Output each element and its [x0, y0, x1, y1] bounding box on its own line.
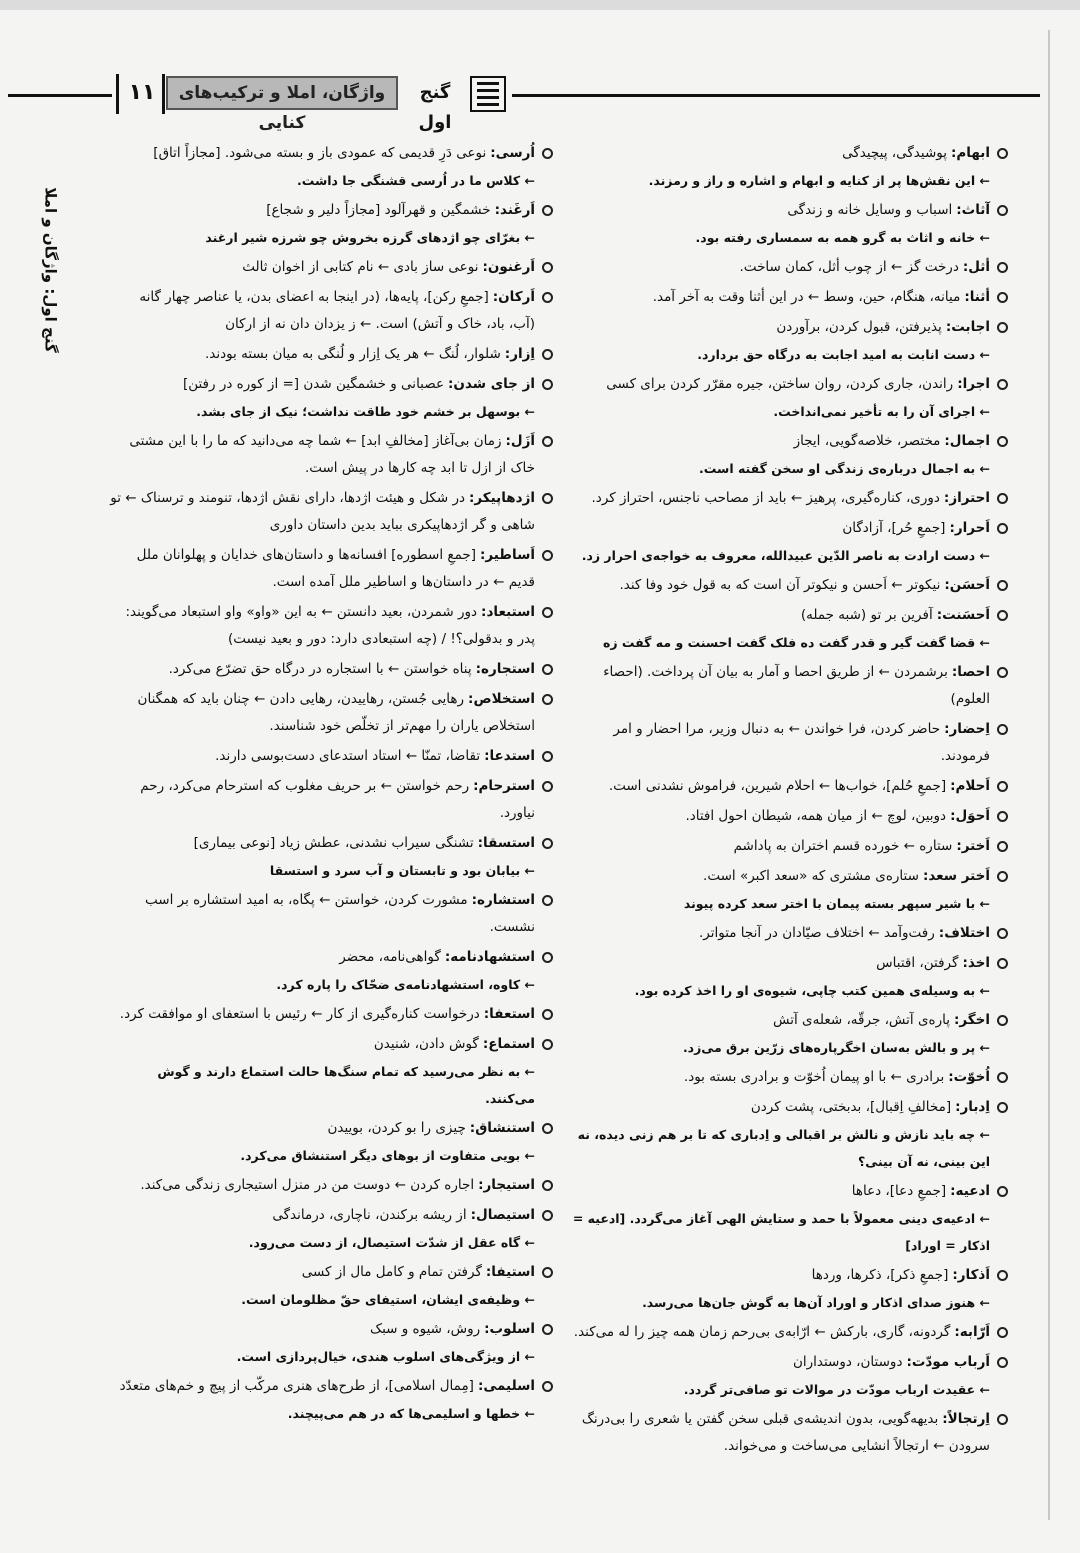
entry-meaning: دور شمردن، بعید دانستن ← به این «واو» واو استبعاد می‌گویند: پدر و بدقولی؟! / (چه استبعادی دارد: دور و بعید نیست) — [125, 604, 535, 647]
entry-meaning: دوستان، دوستداران — [792, 1354, 903, 1370]
glossary-entry — [110, 1031, 555, 1112]
entry-term: استدعا: — [484, 748, 535, 764]
entry-term: اِحضار: — [944, 721, 990, 737]
entry-term: اَحلام: — [950, 778, 990, 794]
entry-term: اختلاف: — [938, 925, 990, 941]
entry-term: اَحرار: — [949, 520, 990, 536]
entry-example: ← بیابان بود و تابستان و آب سرد و استسقا — [269, 863, 535, 878]
entry-term: ابهام: — [951, 145, 990, 161]
entry-meaning: تشنگی سیراب نشدنی، عطش زیاد [نوعی بیماری] — [193, 835, 474, 851]
entry-example: ← دست انابت به امید اجابت به درگاه حق بردارد. — [697, 347, 990, 362]
header-rule-left — [8, 94, 112, 97]
entry-term: استیفا: — [485, 1264, 535, 1280]
entry-meaning: ستاره ← خورده قسم اختران به پاداشم — [733, 838, 953, 854]
glossary-entry — [570, 254, 1010, 281]
entry-meaning: گرفتن تمام و کامل مال از کسی — [301, 1264, 482, 1280]
side-tab-label: گنج اول: واژگان و املا — [42, 187, 60, 353]
entry-term: اَذکار: — [952, 1267, 990, 1283]
entry-example: ← کاوه، استشهادنامه‌ی ضحّاک را پاره کرد. — [276, 977, 535, 992]
entry-term: از جای شدن: — [448, 376, 535, 392]
entry-meaning: گرفتن، اقتباس — [876, 955, 959, 971]
entry-term: اَرغنون: — [482, 259, 535, 275]
entry-term: اجرا: — [957, 376, 990, 392]
top-scan-band — [0, 0, 1080, 10]
glossary-entry — [570, 1007, 1010, 1061]
entry-term: استنشاق: — [469, 1120, 535, 1136]
glossary-entry — [110, 485, 555, 539]
glossary-entry — [570, 833, 1010, 860]
entry-term: اَزَل: — [505, 433, 535, 449]
glossary-entry — [570, 1319, 1010, 1346]
entry-meaning: [جمعِ حُر]، آزادگان — [842, 520, 946, 536]
book-emblem-icon — [470, 76, 506, 112]
entry-example: ← گاه عقل از شدّت استیصال، از دست می‌رود. — [248, 1235, 535, 1250]
entry-term: أثل: — [962, 259, 990, 275]
entry-meaning: رحم خواستن ← بر حریف مغلوب که استرحام می‌کرد، رحم نیاورد. — [140, 778, 535, 821]
glossary-entry — [110, 542, 555, 596]
entry-meaning: درخواست کناره‌گیری از کار ← رئیس با استعفای او موافقت کرد. — [119, 1006, 480, 1022]
entry-term: اِرتجالاً: — [942, 1411, 990, 1427]
entry-meaning: خشمگین و قهرآلود [مجازاً دلیر و شجاع] — [266, 202, 491, 218]
entry-meaning: شلوار، لُنگ ← هر یک اِزار و لُنگی به میان بسته بودند. — [204, 346, 501, 362]
entry-term: استرحام: — [473, 778, 535, 794]
entry-example: ← به وسیله‌ی همین کتب چاپی، شیوه‌ی او را اخذ کرده بود. — [634, 983, 990, 998]
glossary-entry — [110, 773, 555, 827]
entry-meaning: چیزی را بو کردن، بوییدن — [327, 1120, 466, 1136]
entry-meaning: پذیرفتن، قبول کردن، برآوردن — [776, 319, 942, 335]
entry-meaning: حاضر کردن، فرا خواندن ← به دنبال وزیر، مرا احضار و امر فرمودند. — [613, 721, 990, 764]
entry-term: آثاث: — [956, 202, 990, 218]
glossary-entry — [110, 656, 555, 683]
glossary-entry — [110, 1259, 555, 1313]
entry-meaning: نیکوتر ← اَحسن و نیکوتر آن است که به قول خود وفا کند. — [619, 577, 941, 593]
entry-example: ← بویی متفاوت از بوهای دیگر استنشاق می‌کرد. — [240, 1148, 535, 1163]
glossary-entry — [570, 1064, 1010, 1091]
entry-meaning: پاره‌ی آتش، جرقّه، شعله‌ی آتش — [773, 1012, 950, 1028]
entry-meaning: رهایی جُستن، رهاییدن، رهایی دادن ← چنان باید که همگنان استخلاص یاران را مهم‌تر از تخلّص خود شناسند. — [137, 691, 535, 734]
entry-example: ← اجرای آن را به تأخیر نمی‌انداخت. — [773, 404, 990, 419]
entry-meaning: ستاره‌ی مشتری که «سعد اکبر» است. — [703, 868, 919, 884]
entry-example: ← پر و بالش به‌سان اخگرپاره‌های زرّین برق می‌زد. — [682, 1040, 990, 1055]
entry-example: ← به نظر می‌رسید که تمام سنگ‌ها حالت استماع دارند و گوش می‌کنند. — [157, 1064, 535, 1106]
glossary-entry — [570, 197, 1010, 251]
entry-example: ← خطها و اسلیمی‌ها که در هم می‌پیچند. — [287, 1406, 535, 1421]
glossary-entry — [110, 284, 555, 338]
entry-term: استخلاص: — [468, 691, 535, 707]
entry-meaning: در شکل و هیئت اژدها، دارای نقش اژدها، تنومند و ترسناک ← تو شاهی و گر اژدهاپیکری بباید بدین داستان داوری — [110, 490, 535, 533]
glossary-entry — [570, 515, 1010, 569]
section-prefix: گنج اول — [418, 82, 452, 133]
entry-meaning: [جمعِ حُلم]، خواب‌ها ← احلام شیرین، فراموش نشدنی است. — [608, 778, 947, 794]
entry-meaning: زمان بی‌آغاز [مخالفِ ابد] ← شما چه می‌دانید که ما را با این مشتی خاک از ازل تا ابد چه کارها در پیش است. — [129, 433, 535, 476]
glossary-entry — [570, 1178, 1010, 1259]
glossary-entry — [570, 659, 1010, 713]
entry-term: اَرّابه: — [954, 1324, 990, 1340]
page-header — [0, 68, 1040, 133]
glossary-entry — [570, 1406, 1010, 1460]
entry-meaning: دوبین، لوچ ← از میان همه، شیطان احول افتاد. — [685, 808, 947, 824]
entry-term: استشاره: — [471, 892, 535, 908]
entry-meaning: [جمعِ ذکر]، ذکرها، وردها — [811, 1267, 949, 1283]
entry-meaning: آفرین بر تو (شبه جمله) — [800, 607, 933, 623]
entry-meaning: مختصر، خلاصه‌گویی، ایجاز — [793, 433, 941, 449]
entry-term: اَحوَل: — [950, 808, 990, 824]
entry-term: اَرغَند: — [494, 202, 535, 218]
side-tab — [36, 185, 66, 355]
entry-term: اُرسی: — [490, 145, 535, 161]
entry-term: ادعیه: — [950, 1183, 990, 1199]
entry-term: اَحسَنت: — [936, 607, 990, 623]
entry-example: ← وظیفه‌ی ایشان، استیفای حقّ مظلومان است. — [241, 1292, 535, 1307]
entry-example: ← هنوز صدای اذکار و اوراد آن‌ها به گوش جان‌ها می‌رسد. — [642, 1295, 990, 1310]
entry-term: اَساطیر: — [480, 547, 535, 563]
glossary-entry — [570, 428, 1010, 482]
glossary-entry — [110, 1115, 555, 1169]
entry-term: استجاره: — [475, 661, 535, 677]
glossary-entry — [110, 1172, 555, 1199]
entry-meaning: از ریشه برکندن، ناچاری، درماندگی — [272, 1207, 467, 1223]
entry-term: اِدبار: — [955, 1099, 990, 1115]
glossary-entry — [570, 803, 1010, 830]
header-rule-right — [512, 94, 1040, 97]
entry-meaning: عصبانی و خشمگین شدن [= از کوره در رفتن] — [182, 376, 445, 392]
section-title: واژگان، املا و ترکیب‌های کنایی — [166, 76, 398, 110]
glossary-entry — [110, 599, 555, 653]
glossary-entry — [570, 140, 1010, 194]
entry-example: ← این نقش‌ها پر از کنایه و ابهام و اشاره و راز و رمزند. — [648, 173, 990, 188]
entry-term: اَختر سعد: — [922, 868, 990, 884]
glossary-entry — [110, 1316, 555, 1370]
glossary-entry — [570, 485, 1010, 512]
entry-meaning: روش، شیوه و سبک — [369, 1321, 481, 1337]
entry-term: استعفا: — [483, 1006, 535, 1022]
header-bar — [162, 74, 165, 114]
entry-term: اخذ: — [962, 955, 990, 971]
entry-example: ← بغرّای چو اژدهای گرزه بخروش چو شرزه شیر ارغند — [205, 230, 535, 245]
entry-meaning: [جمعِ دعا]، دعاها — [851, 1183, 947, 1199]
entry-term: اسلیمی: — [477, 1378, 535, 1394]
entry-term: اُخوّت: — [948, 1069, 990, 1085]
glossary-entry — [570, 572, 1010, 599]
glossary-entry — [110, 254, 555, 281]
glossary-entry — [570, 1094, 1010, 1175]
glossary-entry — [570, 773, 1010, 800]
entry-example: ← کلاس ما در اُرسی قشنگی جا داشت. — [296, 173, 535, 188]
entry-meaning: درخت گز ← از چوب أثل، کمان ساخت. — [739, 259, 959, 275]
entry-meaning: تقاضا، تمنّا ← استاد استدعای دست‌بوسی دارند. — [215, 748, 481, 764]
entry-example: ← چه باید نازش و نالش بر اقبالی و اِدباری که تا بر هم زنی دیده، نه این بینی، نه آن بینی؟ — [577, 1127, 990, 1169]
entry-meaning: گردونه، گاری، بارکش ← ارّابه‌ی بی‌رحم زمان همه چیز را له می‌کند. — [573, 1324, 951, 1340]
glossary-entry — [570, 863, 1010, 917]
entry-meaning: گوش دادن، شنیدن — [373, 1036, 479, 1052]
margin-rule — [1048, 30, 1050, 1520]
entry-meaning: [جمعِ رکن]، پایه‌ها، (در اینجا به اعضای بدن، یا عناصر چهار گانه (آب، باد، خاک و آتش) است. ← ز یزدان دان نه از ارکان — [139, 289, 535, 332]
entry-meaning: مشورت کردن، خواستن ← پگاه، به امید استشاره بر اسب نشست. — [145, 892, 535, 935]
entry-example: ← قضا گفت گیر و قدر گفت ده فلک گفت احسنت و مه گفت زه — [603, 635, 990, 650]
entry-term: أثنا: — [964, 289, 990, 305]
page-number: ۱۱ — [128, 80, 156, 105]
glossary-entry — [570, 950, 1010, 1004]
glossary-entry — [110, 371, 555, 425]
entry-meaning: گواهی‌نامه، محضر — [339, 949, 441, 965]
entry-term: اَحسَن: — [944, 577, 990, 593]
entry-term: اسلوب: — [484, 1321, 535, 1337]
entry-example: ← خانه و اثاث به گرو همه به سمساری رفته بود. — [695, 230, 990, 245]
glossary-entry — [110, 140, 555, 194]
entry-term: اجابت: — [945, 319, 990, 335]
entry-example: ← دست ارادت به ناصر الدّین عبیدالله، معروف به خواجه‌ی احرار زد. — [581, 548, 990, 563]
glossary-entry — [570, 716, 1010, 770]
entry-term: استیصال: — [470, 1207, 535, 1223]
glossary-entry — [570, 371, 1010, 425]
header-bar — [116, 74, 119, 114]
entry-term: اژدهاپیکر: — [469, 490, 535, 506]
entry-meaning: دوری، کناره‌گیری، پرهیز ← باید از مصاحب ناجنس، احتراز کرد. — [591, 490, 940, 506]
entry-term: احتراز: — [943, 490, 990, 506]
entry-meaning: برشمردن ← از طریق احصا و آمار به بیان آن پرداخت. (احصاء العلوم) — [603, 664, 990, 707]
entry-term: استیجار: — [478, 1177, 535, 1193]
entry-term: احصا: — [951, 664, 990, 680]
glossary-entry — [570, 284, 1010, 311]
entry-example: ← عقیدت ارباب مودّت در موالات تو صافی‌تر گردد. — [683, 1382, 990, 1397]
entry-term: اخگر: — [953, 1012, 990, 1028]
glossary-entry — [110, 1202, 555, 1256]
entry-meaning: نوعی دَرِ قدیمی که عمودی باز و بسته می‌شود. [مجازاً اتاق] — [153, 145, 487, 161]
entry-meaning: راندن، جاری کردن، روان ساختن، جیره مقرّر کردن برای کسی — [606, 376, 954, 392]
entry-meaning: میانه، هنگام، حین، وسط ← در این أثنا وقت به آخر آمد. — [652, 289, 961, 305]
glossary-entry — [110, 743, 555, 770]
entry-meaning: نوعی ساز بادی ← نام کتابی از اخوان ثالث — [242, 259, 479, 275]
entry-meaning: پناه خواستن ← با استجاره در درگاه حق تضرّع می‌کرد. — [168, 661, 472, 677]
entry-example: ← با شیر سپهر بسته پیمان با اختر سعد کرده پیوند — [683, 896, 990, 911]
glossary-entry — [110, 197, 555, 251]
entry-term: اَرکان: — [492, 289, 535, 305]
entry-example: ← ادعیه‌ی دینی معمولاً با حمد و ستایش الهی آغاز می‌گردد. [ادعیه = اذکار = اوراد] — [572, 1211, 990, 1253]
glossary-entry — [570, 920, 1010, 947]
entry-example: ← از ویژگی‌های اسلوب هندی، خیال‌پردازی است. — [236, 1349, 535, 1364]
entry-meaning: پوشیدگی، پیچیدگی — [842, 145, 948, 161]
glossary-entry — [110, 1001, 555, 1028]
entry-term: اَختر: — [956, 838, 990, 854]
entry-meaning: بدیهه‌گویی، بدون اندیشه‌ی قبلی سخن گفتن یا شعری را بی‌درنگ سرودن ← ارتجالاً انشایی می‌ساخت و می‌خواند. — [581, 1411, 990, 1454]
glossary-entry — [570, 314, 1010, 368]
entry-meaning: [مِمال اسلامی]، از طرح‌های هنری مرکّب از پیچ و خم‌های متعدّد — [119, 1378, 474, 1394]
glossary-entry — [110, 1373, 555, 1427]
entry-term: اِزار: — [504, 346, 535, 362]
glossary-entry — [110, 428, 555, 482]
entry-term: اَرباب مودّت: — [906, 1354, 990, 1370]
glossary-entry — [110, 944, 555, 998]
entry-term: استسقا: — [477, 835, 535, 851]
entry-example: ← به اجمال درباره‌ی زندگی او سخن گفته است. — [699, 461, 990, 476]
entry-meaning: برادری ← با او پیمان اُخوّت و برادری بسته بود. — [683, 1069, 945, 1085]
entry-term: استماع: — [482, 1036, 535, 1052]
right-column — [570, 140, 1010, 1463]
glossary-entry — [570, 1262, 1010, 1316]
entry-term: اجمال: — [944, 433, 990, 449]
entry-meaning: رفت‌وآمد ← اختلاف صیّادان در آنجا متواتر. — [698, 925, 935, 941]
entry-meaning: اجاره کردن ← دوست من در منزل استیجاری زندگی می‌کند. — [140, 1177, 475, 1193]
glossary-entry — [570, 1349, 1010, 1403]
entry-meaning: اسباب و وسایل خانه و زندگی — [787, 202, 953, 218]
left-column — [110, 140, 555, 1430]
entry-term: استبعاد: — [481, 604, 535, 620]
glossary-entry — [570, 602, 1010, 656]
entry-example: ← بوسهل بر خشم خود طاقت نداشت؛ نیک از جای بشد. — [196, 404, 535, 419]
glossary-entry — [110, 887, 555, 941]
entry-meaning: [مخالفِ اِقبال]، بدبختی، پشت کردن — [750, 1099, 952, 1115]
glossary-entry — [110, 830, 555, 884]
entry-term: استشهادنامه: — [444, 949, 535, 965]
glossary-entry — [110, 686, 555, 740]
entry-meaning: [جمعِ اسطوره] افسانه‌ها و داستان‌های خدایان و پهلوانان ملل قدیم ← در داستان‌ها و اساطیر ملل آمده است. — [136, 547, 535, 590]
glossary-entry — [110, 341, 555, 368]
